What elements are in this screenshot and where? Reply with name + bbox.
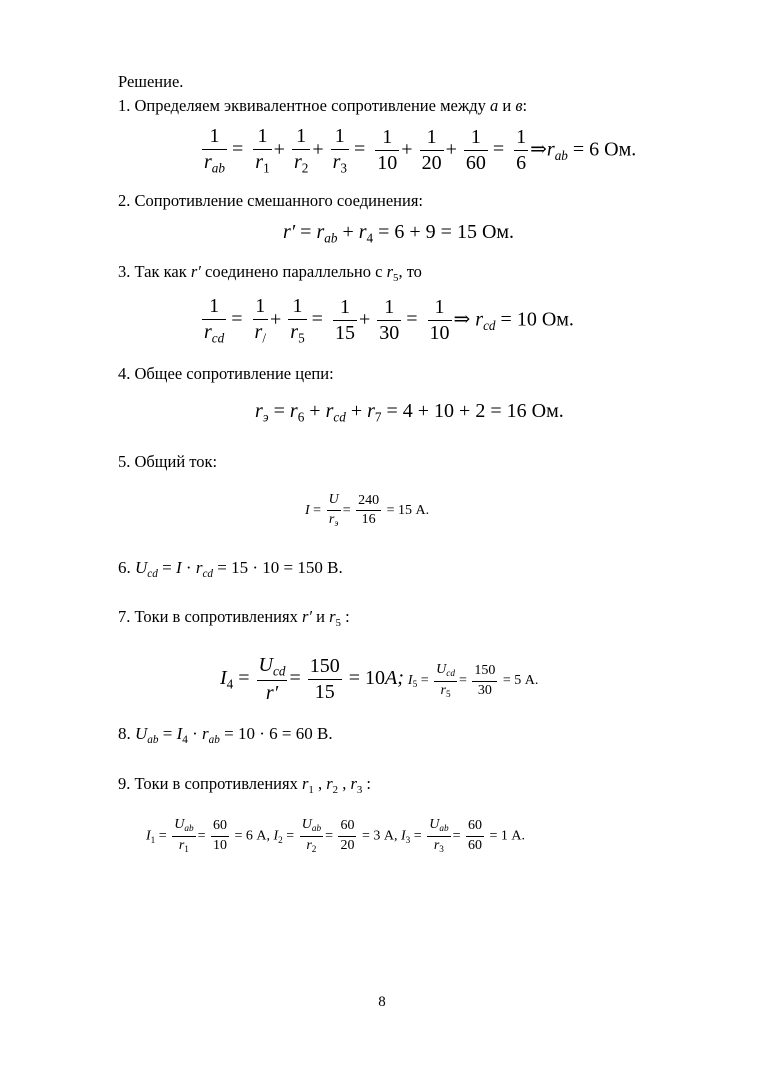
equation-3: 1 $r_{cd}$ = $\frac{1}{r_/}$ + $\frac{1}{r_5}$ = $\frac{1}{15}$ + $\frac{1}{30}$ = $\frac{1}{10}$ ⇒ $r_{cd} = 10$ Ом. [204,295,574,346]
step-3-text: 3. Так как r′ соединено параллельно с $r_5$, то [118,262,422,284]
step-7-text: 7. Токи в сопротивлениях r′ и $r_5$ : [118,607,350,629]
page-number: 8 [378,994,386,1010]
eq1-unit: Ом. [604,138,637,161]
equation-8: 8. $U_{ab} = I_4 \cdot r_{ab} = 10 \cdot 6 = 60$ В. [118,724,333,746]
equation-4: $r_э = r_6 + r_{cd} + r_7 = 4 + 10 + 2 = 16$ Ом. [255,400,564,425]
solution-heading: Решение. [118,72,184,91]
equation-6: 6. $U_{cd} = I \cdot r_{cd} = 15 \cdot 10 = 150$ В. [118,558,343,580]
step-9-text: 9. Токи в сопротивлениях $r_1$ , $r_2$ , $r_3$ : [118,774,372,796]
step-4-text: 4. Общее сопротивление цепи: [118,364,334,383]
equation-5: I = U $r_э$ = $\frac{240}{16}$ = 15 А. [305,492,430,528]
equation-1: 1 $r_{ab}$ = $\frac{1}{r_1}$ + $\frac{1}{r_2}$ + $\frac{1}{r_3}$ = $\frac{1}{10}$ + $\frac{1}{20}$ + $\frac{1}{60}$ = $\frac{1}{6}$ $\Rightarrow r_{ab} = 6$ Ом. [204,125,637,176]
equation-9: $I_1$ = $U_{ab}$ $r_1$ = $\frac{60}{10}$ = 6 А, $I_2$ = $U_{ab}$ $r_2$ = $\frac{60}{20}$ = 3 А, $I_3$ = $U_{ab}$ $r_3$ = $\frac{60}{60}$ = 1 А. [146,817,525,855]
step-2-text: 2. Сопротивление смешанного соединения: [118,191,424,210]
equation-2: $r' = r_{ab} + r_4 = 6 + 9 = 15$ Ом. [283,221,515,246]
step-1-text: 1. Определяем эквивалентное сопротивление между а и в: [118,96,528,115]
equation-7: $I_4$ = $U_{cd}$ r′ = $\frac{150}{15}$ = 10A; $I_5$ = $U_{cd}$ $r_5$ = $\frac{150}{30}$ = 5 А. [220,654,539,705]
step-5-text: 5. Общий ток: [118,452,218,471]
eq1-result: 6 [589,138,600,161]
